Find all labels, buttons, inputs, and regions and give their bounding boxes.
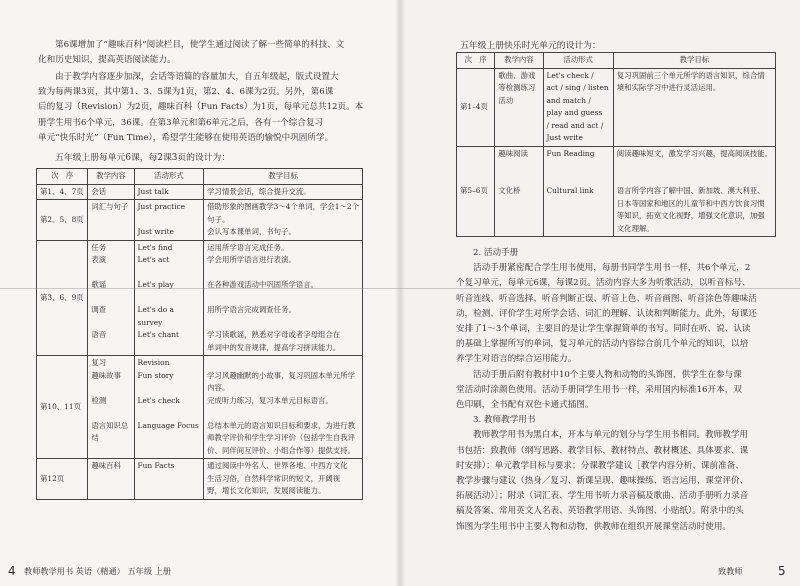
section-activity-book [456, 246, 786, 535]
cell-text [138, 407, 201, 420]
text-line: 教师教学用书为黑白本，开本与单元的划分与学生用书相同。教师教学用 [473, 430, 749, 441]
cell-text: 歌曲、游戏 [498, 70, 536, 80]
running-footer: 教师教学用书 英语（精通） 五年级 上册 [24, 566, 171, 576]
cell-text: Revision [137, 358, 170, 367]
cell-activity [134, 240, 204, 356]
cell-content [495, 68, 543, 146]
cell-text: Let's find [137, 242, 173, 252]
cell-text: Fun story [137, 370, 174, 380]
cell-goal [204, 459, 363, 500]
cell-activity [134, 200, 204, 241]
book-gutter [395, 0, 405, 586]
text-line: 听音连线、听音选择、听音判断正误、听音上色、听音画图、听音涂色等趣味活 [456, 293, 757, 304]
text-line: 活动手册紧密配合学生用书使用，每册书同学生用书一样，共6个单元，2 [473, 263, 751, 274]
text-line: 安排了1～3个单词，主要目的是让学生掌握简单的书写。同时在听、说、认读 [456, 324, 751, 335]
cell-text: Fun Facts [137, 461, 175, 470]
cell-text [207, 267, 359, 280]
text-line: 色印刷，全书配有双色卡通式插图。 [456, 400, 594, 411]
cell-text: 通过阅读中外名人、世界各地、中西方文化 [207, 461, 348, 470]
text-line: 个复习单元，每单元6课，每课2页。活动内容大多为听歌活动，以听音标号、 [456, 278, 751, 289]
header-activity: 活动形式 [134, 169, 204, 185]
cell-text [91, 292, 130, 305]
table-row [37, 459, 363, 500]
header-seq: 次 序 [37, 169, 88, 185]
text-line: 拓展活动）］；附录（词汇表、学生用书听力录音稿及歌曲、活动手册听力录音 [456, 491, 749, 502]
cell-text: 学习情景会话，综合提升交流。 [207, 186, 311, 196]
cell-text [91, 317, 130, 330]
cell-text: 阅读趣味短文，激发学习兴趣，提高阅读技能。 [616, 148, 772, 158]
cell-goal [204, 200, 363, 241]
cell-text: 生活习俗，自然科学常识的短文，开阔视 [207, 473, 341, 483]
cell-content [88, 459, 134, 500]
cell-text [617, 160, 772, 173]
text-line: 饰图为学生用书中主要人物和动物，供教师在组织开展课堂活动时使用。 [456, 521, 732, 532]
cell-text: 完成听力练习，复习本单元目标语言。 [207, 395, 333, 405]
cell-text: 检测 [91, 395, 107, 405]
text-line: 养学生对语言的综合运用能力。 [456, 354, 577, 365]
cell-text: 复习巩固前三个单元所学的语言知识，综合情 [616, 70, 765, 80]
cell-text: play and guess [546, 108, 603, 117]
cell-seq [37, 459, 88, 500]
cell-text [91, 267, 130, 280]
cell-seq [37, 356, 88, 459]
cell-text: 野，增长文化知识，发展阅读能力。 [207, 486, 326, 495]
cell-text: 师教学评价和学生学习评价（包括学生自我评 [207, 433, 355, 442]
cell-text: 会认写本课单词，书句子。 [207, 227, 296, 236]
cell-text: and match / [546, 95, 591, 105]
cell-text: Let's do a [137, 305, 174, 314]
page-number: 4 [8, 564, 16, 578]
cell-goal [204, 356, 363, 459]
cell-text: Let's chant [137, 330, 179, 339]
cell-text [207, 357, 359, 370]
cell-text [207, 317, 359, 330]
text-line: 稿及答案、常用英文人名表、英语教学用语、头饰图、小贴纸）。附录中的头 [456, 506, 744, 517]
text-line: 第6课增加了“趣味百科”阅读栏目，使学生通过阅读了解一些简单的科技、文 [55, 40, 345, 50]
cell-text: 第5–6页 [460, 186, 488, 195]
cell-text: / read and act / [546, 120, 604, 130]
cell-text [547, 173, 610, 186]
cell-text: 第1–4页 [460, 101, 488, 111]
cell-activity [134, 459, 204, 500]
cell-text: 语音 [91, 330, 107, 339]
cell-goal [613, 146, 775, 237]
cell-text [207, 292, 359, 305]
cell-text [138, 292, 201, 305]
text-line: 教学步骤与建议（热身／复习、新课呈现、趣味操练、语言运用、课堂评价、 [456, 476, 749, 487]
cell-text: Let's check [137, 395, 180, 405]
header-seq: 次 序 [457, 53, 495, 69]
cell-goal [613, 68, 775, 146]
cell-text: Cultural link [546, 186, 594, 195]
table-row [37, 184, 363, 200]
cell-text: 第2、5、8页 [40, 214, 84, 224]
page-fold-line [0, 288, 800, 289]
cell-text: act / sing / listen [546, 83, 609, 92]
cell-text: 歌谣 [91, 280, 107, 289]
cell-text: 会话 [91, 186, 107, 196]
table-row [457, 68, 776, 146]
cell-text [91, 407, 130, 420]
cell-seq [37, 240, 88, 356]
cell-text: 借助形象的图画教学3～4个单词，学会1～2个 [207, 202, 359, 211]
cell-text [547, 160, 610, 173]
cell-text: 第12页 [40, 473, 65, 483]
cell-text: 趣味故事 [91, 370, 121, 380]
cell-text: 学会用所学语言进行表演。 [207, 255, 296, 264]
text-line: 致为每两课3页，其中第1、3、5课为1页，第2、4、6课为2页。另外，第6课 [38, 87, 334, 98]
cell-text: 文化理解。 [616, 223, 654, 233]
cell-text: 活动 [498, 95, 514, 105]
cell-text: 运用所学语言完成任务。 [207, 242, 289, 252]
cell-text: 学习风趣幽默的小故事，复习巩固本单元所学 [207, 370, 355, 380]
cell-text: Just write [546, 133, 583, 142]
cell-text: 趣味百科 [91, 461, 121, 470]
text-line: 时安排）；单元教学目标与要求；分课教学建议［教学内容分析、课前准备、 [456, 460, 744, 471]
cell-text: 第1、4、7页 [40, 186, 84, 196]
cell-text: Just practice [137, 202, 186, 211]
text-line: 化和历史知识，提高英语阅读能力。 [38, 55, 176, 66]
running-footer: 致教师 [718, 566, 743, 576]
text-line: 的基础上掌握所写的单词，复习单元的活动内容综合前几个单元的知识，以培 [456, 339, 749, 350]
header-content: 教学内容 [495, 53, 543, 69]
section-title: 3. 教师教学用书 [473, 415, 536, 426]
cell-text: Let's act [137, 255, 170, 264]
cell-seq [37, 200, 88, 241]
text-line: 由于教学内容逐步加深，会话等语篇的容量加大，自五年级起，版式设置大 [55, 72, 339, 82]
cell-text: 境和实际学习中进行灵活运用。 [616, 83, 721, 92]
cell-activity [543, 68, 613, 146]
cell-content [88, 184, 134, 200]
cell-text: 调查 [91, 305, 107, 314]
text-line: 书包括：致教师（纲写思路、教学目标、教材特点、教材概述、具体要求、课 [456, 445, 749, 456]
text-line: 后的复习（Revision）为2页，趣味百科（Fun Facts）为1页，每单元总共12页。本 [38, 102, 364, 113]
cell-text: 学习读歌谣，熟悉对字母或者字母组合在 [207, 330, 341, 339]
text-line: 册学生用书6个单元，36课。在第3单元和第6单元之后，各有一个综合复习 [38, 117, 324, 128]
page-number: 5 [778, 564, 786, 578]
table-row [37, 200, 363, 241]
cell-text: 趣味阅读 [498, 148, 528, 158]
cell-text: 结 [91, 433, 99, 442]
cell-text: Just talk [137, 186, 169, 196]
table-row [457, 146, 776, 237]
table-row [37, 240, 363, 356]
header-content: 教学内容 [88, 169, 134, 185]
right-page [400, 0, 800, 586]
cell-text [498, 160, 539, 173]
table-caption: 五年级上册快乐时光单元的设计为： [460, 41, 601, 51]
cell-seq [457, 68, 495, 146]
cell-activity [134, 356, 204, 459]
table-header-row [457, 53, 776, 69]
cell-text: survey [137, 317, 163, 327]
cell-text: Just write [137, 227, 174, 236]
cell-text: 用所学语言完成调查任务。 [207, 305, 296, 314]
cell-text: 第10、11页 [40, 401, 81, 411]
header-goal: 教学目标 [613, 53, 775, 69]
text-line: 活动手册后附有教材中10个主要人物和动物的头饰图，供学生在参与课 [473, 369, 742, 380]
cell-text: 日本等国家和地区的儿童节和中西方饮食习惯 [616, 198, 765, 208]
cell-text: 任务 [91, 242, 107, 252]
text-line: 堂活动时涂颜色使用。活动手册同学生用书一样，采用国内标准16开本，双 [456, 384, 742, 395]
cell-text [91, 382, 130, 395]
cell-text: 第3、6、9页 [40, 292, 84, 302]
cell-text [138, 214, 201, 227]
cell-content [88, 200, 134, 241]
cell-text: 语言知识总 [91, 420, 129, 430]
cell-text: Language Focus [137, 420, 199, 430]
cell-text [498, 173, 539, 186]
cell-text: 等知识，拓宽文化视野，增强文化意识，加强 [616, 211, 765, 220]
cell-content [88, 240, 134, 356]
cell-text: Let's play [137, 280, 174, 289]
cell-goal [204, 184, 363, 200]
table-header-row [37, 169, 363, 185]
cell-text [207, 407, 359, 420]
cell-text: 内容。 [207, 383, 230, 392]
text-line: 单元“快乐时光”（Fun Time），希望学生能够在使用英语的愉悦中巩固所学。 [38, 132, 334, 143]
cell-text: Fun Reading [546, 148, 595, 158]
cell-text [138, 267, 201, 280]
cell-text: Let's check / [546, 70, 594, 80]
cell-text: 词汇与句子 [91, 202, 129, 211]
cell-text: 价、同伴间互评价、小组合作等）提供支持。 [207, 445, 355, 455]
cell-text [617, 173, 772, 186]
unit-design-table [36, 168, 363, 500]
section-title: 2. 活动手册 [473, 248, 519, 258]
cell-content [495, 146, 543, 237]
cell-activity [543, 146, 613, 237]
cell-text: 单词中的发音规律，提高学习拼读能力。 [207, 342, 341, 352]
header-activity: 活动形式 [543, 53, 613, 69]
intro-paragraph [38, 38, 368, 68]
cell-text: 表演 [91, 255, 107, 264]
cell-text: 等检测练习 [498, 83, 536, 92]
cell-text: 语言所学内容了解中国、新加坡、澳大利亚、 [616, 186, 765, 195]
cell-activity [134, 184, 204, 200]
cell-seq [37, 184, 88, 200]
cell-text [138, 382, 201, 395]
cell-text: 复习 [91, 358, 107, 367]
header-goal: 教学目标 [204, 169, 363, 185]
layout-paragraph [38, 70, 368, 146]
cell-content [88, 356, 134, 459]
text-line: 动，检测、评价学生对所学会话、词汇的理解、认读和判断能力。此外，每课还 [456, 308, 757, 319]
cell-text: 在各种游戏活动中巩固所学语言。 [207, 280, 319, 289]
cell-text: 文化桥 [498, 186, 521, 195]
cell-seq [457, 146, 495, 237]
cell-text: 句子。 [207, 214, 230, 224]
table-row [37, 356, 363, 459]
table-caption: 五年级上册每单元6课，每2课3页的设计为： [55, 153, 231, 163]
cell-text: 总结本单元的语言知识目标和要求，为进行教 [207, 420, 355, 430]
fun-time-table [456, 52, 776, 237]
cell-goal [204, 240, 363, 356]
